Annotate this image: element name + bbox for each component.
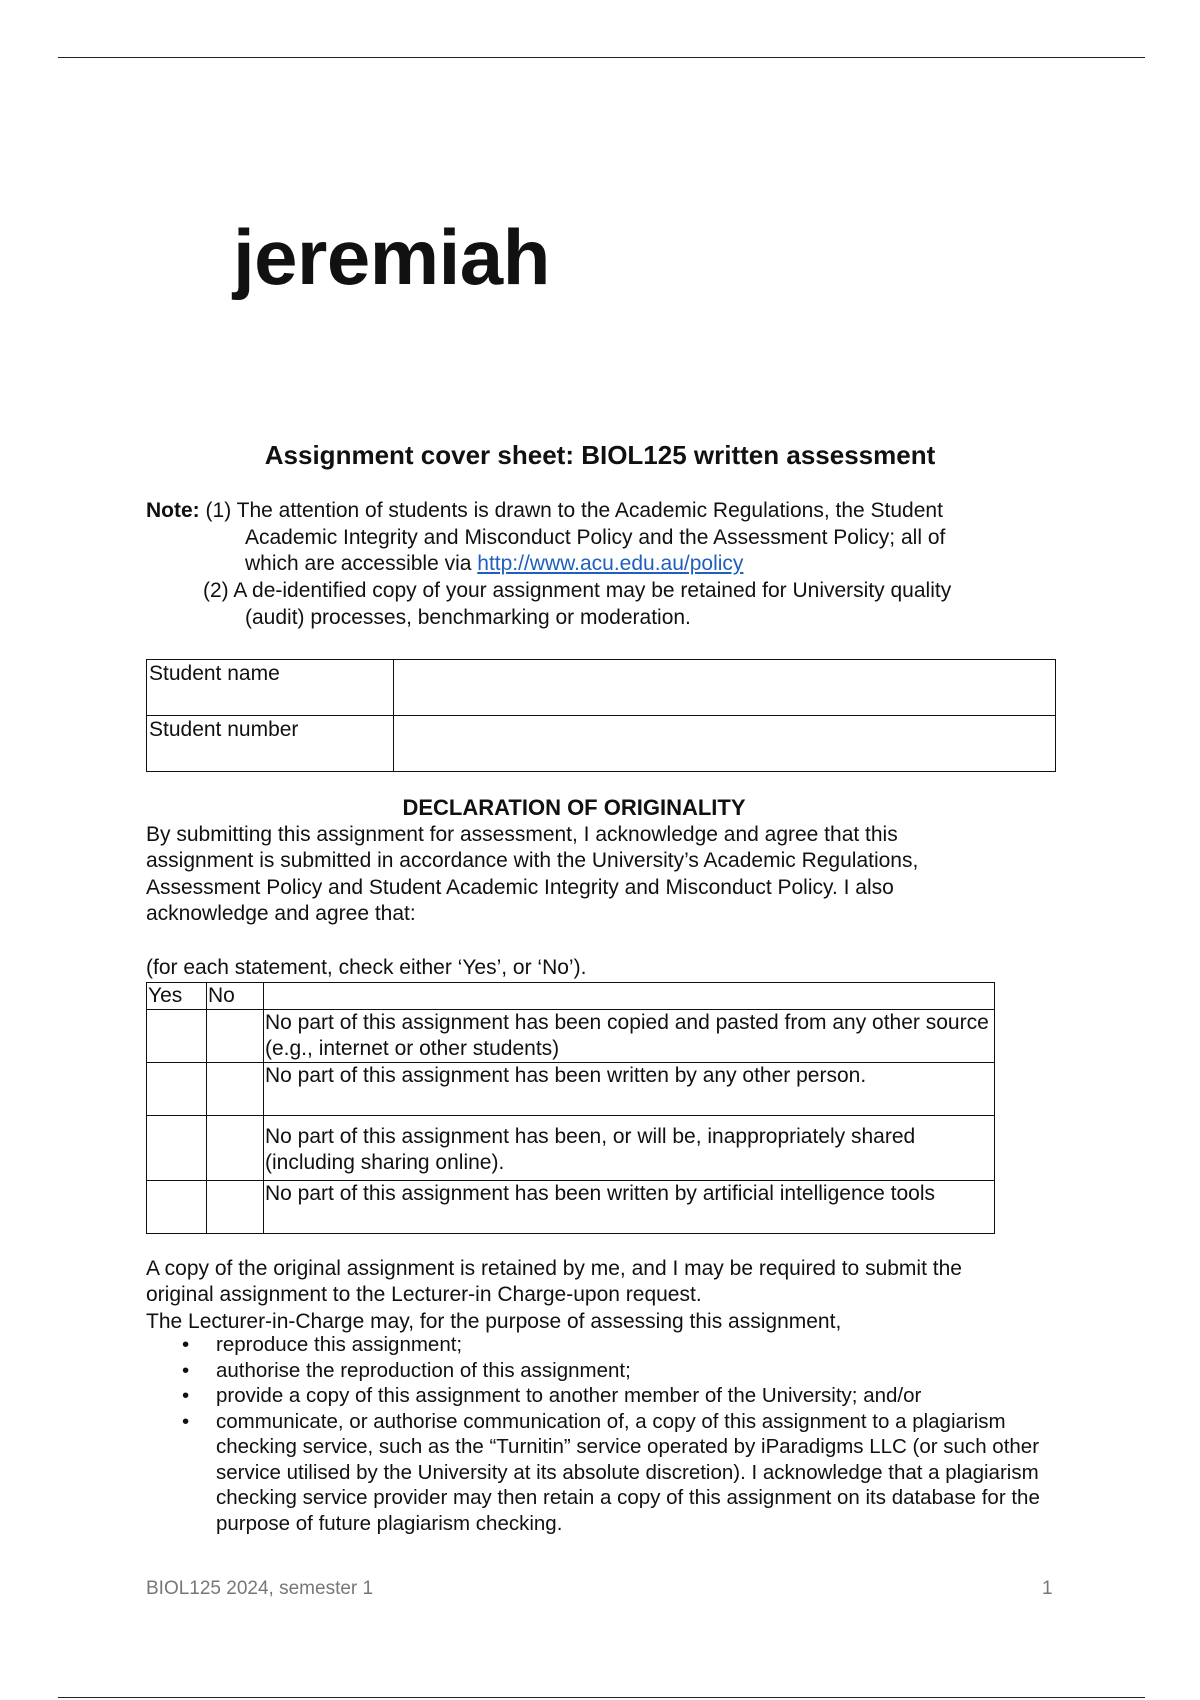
bottom-rule [58, 1697, 1145, 1698]
note-label: Note: [146, 499, 200, 522]
student-details-table [146, 659, 1056, 772]
declaration-checklist-table [146, 982, 995, 1234]
list-item-text: provide a copy of this assignment to another member of the University; and/or [216, 1384, 922, 1407]
student-number-row [147, 716, 1056, 772]
policy-link[interactable]: http://www.acu.edu.au/policy [477, 552, 744, 575]
declaration-intro-line: assignment is submitted in accordance with the University’s Academic Regulations, [146, 849, 919, 873]
student-name-row [147, 660, 1056, 716]
no-checkbox-cell[interactable] [207, 1116, 264, 1181]
document-title: Assignment cover sheet: BIOL125 written assessment [264, 440, 936, 470]
footer-page-number: 1 [1042, 1578, 1053, 1599]
student-number-label: Student number [147, 716, 394, 772]
declaration-instruction: (for each statement, check either ‘Yes’, or ‘No’). [146, 956, 587, 979]
yes-checkbox-cell[interactable] [147, 1010, 207, 1063]
handwritten-name-heading: jeremiah [233, 213, 550, 301]
list-item-text: communicate, or authorise communication of, a copy of this assignment to a plagiarism checking service, such as the “Turnitin” service operated by iParadigms LLC (or such other service utilised by the University at its absolute discretion). I acknowledge that a plagiarism checking service provider may then retain a copy of this assignment on its database for the purpose of future plagiarism checking. [216, 1409, 1040, 1535]
bullet-icon: • [182, 1409, 190, 1433]
student-name-label: Student name [147, 660, 394, 716]
checklist-row [147, 1181, 995, 1234]
list-item [146, 1332, 1046, 1358]
statement-text: No part of this assignment has been, or will be, inappropriately shared (including sharing online). [264, 1116, 995, 1181]
checklist-row [147, 1116, 995, 1181]
column-header-no: No [207, 983, 264, 1010]
bullet-icon: • [182, 1333, 190, 1356]
student-number-field[interactable] [394, 716, 1056, 772]
statement-text: No part of this assignment has been written by any other person. [264, 1063, 995, 1116]
declaration-intro [146, 822, 1076, 927]
note-item2-line1: (2) A de-identified copy of your assignment may be retained for University quality [203, 579, 952, 602]
bullet-icon: • [182, 1358, 190, 1382]
permissions-list [146, 1332, 1046, 1536]
column-header-yes: Yes [147, 983, 207, 1010]
list-item-text: reproduce this assignment; [216, 1333, 463, 1356]
note-item1-line1: (1) The attention of students is drawn to the Academic Regulations, the Student [205, 499, 943, 522]
no-checkbox-cell[interactable] [207, 1063, 264, 1116]
footer-course-label: BIOL125 2024, semester 1 [146, 1578, 374, 1599]
retention-paragraph [146, 1256, 1076, 1335]
student-name-field[interactable] [394, 660, 1056, 716]
declaration-intro-line: Assessment Policy and Student Academic Integrity and Misconduct Policy. I also [146, 875, 894, 899]
yes-checkbox-cell[interactable] [147, 1181, 207, 1234]
statement-text: No part of this assignment has been written by artificial intelligence tools [264, 1181, 995, 1234]
note-item1-line3: which are accessible via [245, 552, 478, 575]
yes-checkbox-cell[interactable] [147, 1116, 207, 1181]
declaration-title: DECLARATION OF ORIGINALITY [402, 795, 746, 820]
retention-line: A copy of the original assignment is retained by me, and I may be required to submit the [146, 1257, 962, 1280]
bullet-icon: • [182, 1384, 190, 1407]
list-item [146, 1383, 1046, 1409]
list-item-text: authorise the reproduction of this assignment; [216, 1358, 631, 1382]
declaration-intro-line: acknowledge and agree that: [146, 901, 416, 925]
note-item1-line2: Academic Integrity and Misconduct Policy and the Assessment Policy; all of [245, 525, 946, 549]
checklist-header-row [147, 983, 995, 1010]
no-checkbox-cell[interactable] [207, 1181, 264, 1234]
retention-line: original assignment to the Lecturer-in Charge-upon request. [146, 1283, 702, 1307]
column-header-statement [264, 983, 995, 1010]
retention-line: The Lecturer-in-Charge may, for the purpose of assessing this assignment, [146, 1309, 842, 1333]
declaration-intro-line: By submitting this assignment for assessment, I acknowledge and agree that this [146, 823, 898, 846]
checklist-row [147, 1010, 995, 1063]
list-item [146, 1409, 1046, 1537]
checklist-row [147, 1063, 995, 1116]
yes-checkbox-cell[interactable] [147, 1063, 207, 1116]
no-checkbox-cell[interactable] [207, 1010, 264, 1063]
note-item2-line2: (audit) processes, benchmarking or moderation. [245, 605, 691, 629]
statement-text: No part of this assignment has been copied and pasted from any other source (e.g., internet or other students) [264, 1010, 995, 1063]
top-rule [58, 57, 1145, 58]
list-item [146, 1358, 1046, 1384]
